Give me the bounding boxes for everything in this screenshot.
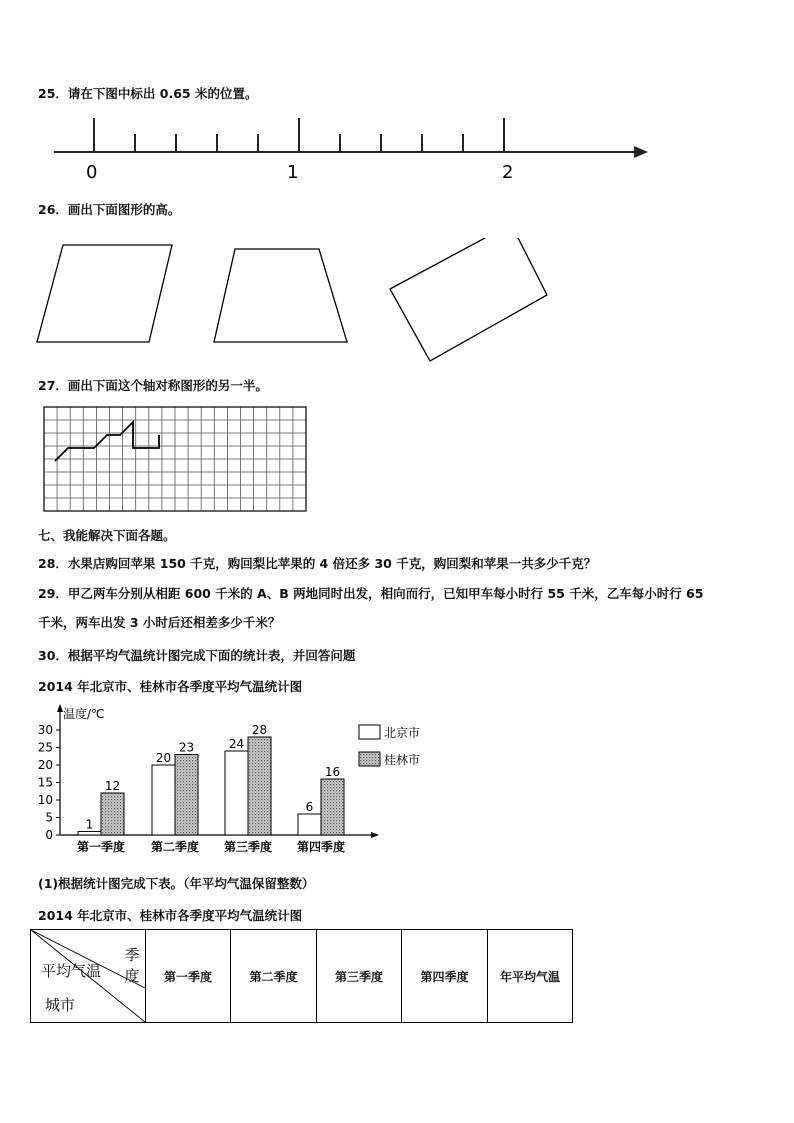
tick-label-1: 1	[287, 162, 299, 183]
bar-beijing	[78, 832, 101, 836]
legend-label-beijing: 北京市	[384, 726, 421, 740]
y-tick-label: 0	[45, 828, 53, 842]
temperature-table	[30, 929, 573, 1023]
grid-figure	[40, 403, 312, 515]
legend-label-guilin: 桂林市	[384, 753, 421, 767]
corner-label-season: 季度	[124, 946, 140, 985]
bar-guilin	[248, 737, 271, 835]
x-category-label: 第二季度	[150, 840, 200, 854]
q30-sub1-text: (1)根据统计图完成下表。（年平均气温保留整数）	[38, 876, 315, 891]
table-header-q2: 第二季度	[231, 930, 317, 1023]
bar-guilin	[101, 793, 124, 835]
q27-text: 27．画出下面这个轴对称图形的另一半。	[38, 378, 268, 393]
bar-guilin	[321, 779, 344, 835]
parallelogram-shape	[37, 245, 172, 342]
legend-swatch-guilin	[359, 752, 380, 766]
bar-beijing	[152, 765, 175, 835]
bar-value-label: 1	[85, 817, 94, 832]
corner-label-temp: 平均气温	[41, 962, 102, 980]
q29-text-line1: 29．甲乙两车分别从相距 600 千米的 A、B 两地同时出发，相向而行，已知甲车每小时行 55 千米，乙车每小时行 65	[38, 586, 704, 601]
x-category-label: 第四季度	[296, 840, 346, 854]
q25-text: 25．请在下图中标出 0.65 米的位置。	[38, 86, 258, 101]
table-header-q3: 第三季度	[317, 930, 402, 1023]
bar-value-label: 24	[228, 737, 245, 751]
table-title: 2014 年北京市、桂林市各季度平均气温统计图	[38, 908, 303, 923]
y-tick-label: 20	[37, 758, 53, 772]
x-category-label: 第三季度	[223, 840, 273, 854]
bar-value-label: 28	[251, 723, 268, 737]
table-corner-cell	[31, 930, 146, 1023]
table-header-annual: 年平均气温	[488, 930, 573, 1023]
bar-guilin	[175, 755, 198, 836]
q29-text-line2: 千米，两车出发 3 小时后还相差多少千米？	[38, 615, 281, 630]
section-7-heading: 七、我能解决下面各题。	[38, 528, 176, 543]
chart-title: 2014 年北京市、桂林市各季度平均气温统计图	[38, 679, 303, 694]
table-header-row	[31, 930, 573, 1023]
tick-label-2: 2	[502, 162, 514, 183]
y-tick-label: 25	[37, 740, 53, 755]
y-tick-label: 10	[37, 793, 53, 807]
bar-value-label: 20	[155, 751, 172, 765]
tick-label-0: 0	[86, 162, 98, 183]
q30-text: 30．根据平均气温统计图完成下面的统计表，并回答问题	[38, 648, 356, 663]
bar-beijing	[298, 814, 321, 835]
table-header-q1: 第一季度	[146, 930, 231, 1023]
trapezoid-shape	[214, 249, 347, 342]
temperature-bar-chart	[30, 700, 450, 860]
bar-value-label: 12	[104, 779, 121, 793]
bar-value-label: 23	[178, 740, 195, 755]
legend-swatch-beijing	[359, 725, 380, 739]
q26-text: 26．画出下面图形的高。	[38, 202, 181, 217]
rectangle-shape	[390, 238, 547, 361]
bar-beijing	[225, 751, 248, 835]
y-axis-label: 温度/℃	[63, 707, 105, 721]
table-header-q4: 第四季度	[402, 930, 488, 1023]
y-tick-label: 5	[45, 810, 53, 825]
y-tick-label: 15	[37, 775, 53, 790]
corner-label-city: 城市	[45, 996, 76, 1014]
shapes-area	[30, 238, 560, 368]
q28-text: 28．水果店购回苹果 150 千克，购回梨比苹果的 4 倍还多 30 千克，购回梨和苹果一共多少千克？	[38, 556, 597, 571]
bar-value-label: 16	[324, 765, 341, 779]
legend	[359, 725, 420, 767]
y-tick-label: 30	[37, 723, 53, 737]
number-line	[50, 112, 655, 184]
bar-value-label: 6	[305, 800, 314, 814]
x-category-label: 第一季度	[76, 840, 126, 854]
